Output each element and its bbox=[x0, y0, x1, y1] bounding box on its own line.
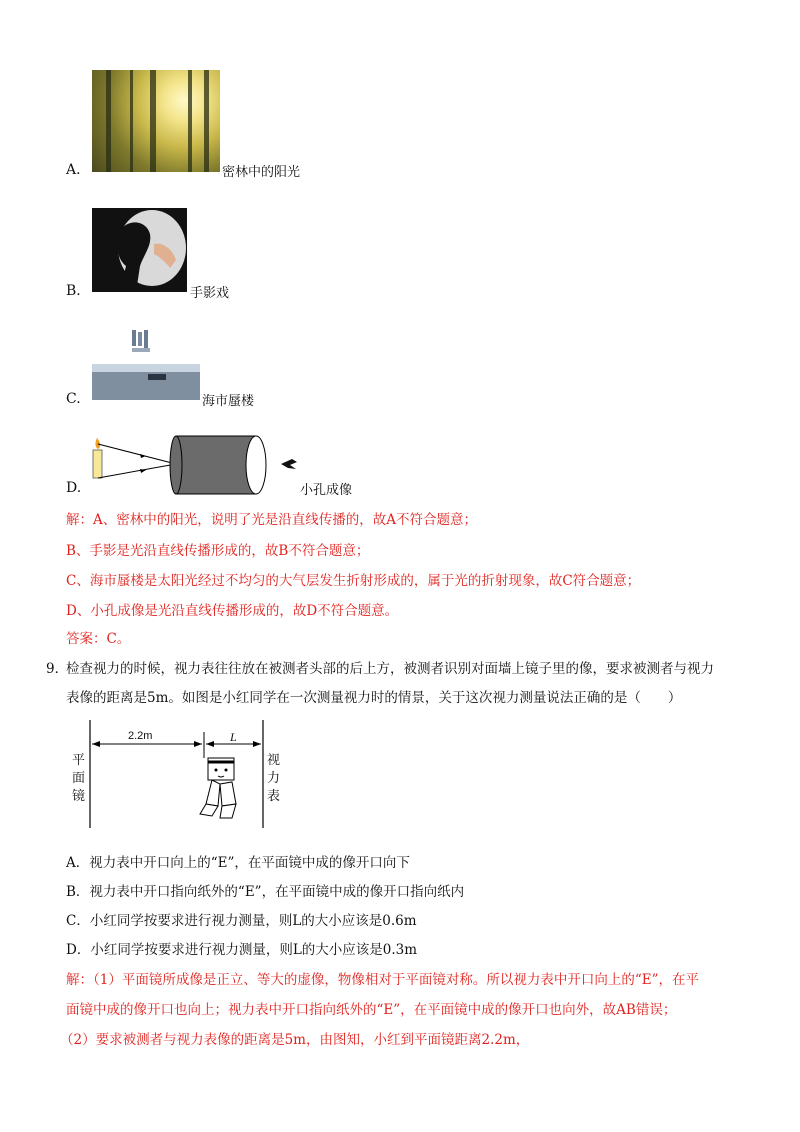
option-c-letter: C. bbox=[66, 391, 81, 407]
l-label: L bbox=[230, 730, 237, 744]
q9-option-d: D．小红同学按要求进行视力测量，则L的大小应该是0.3m bbox=[66, 942, 418, 958]
chart-label: 视 力 表 bbox=[267, 753, 281, 804]
solution-q8-line-4: D、小孔成像是光沿直线传播形成的，故D不符合题意。 bbox=[66, 603, 399, 619]
mirror-label: 平 面 镜 bbox=[72, 753, 86, 804]
eye-test-diagram bbox=[72, 718, 290, 830]
option-c-caption: 海市蜃楼 bbox=[202, 394, 255, 409]
forest-sunlight-image bbox=[92, 70, 220, 172]
q9-option-c: C．小红同学按要求进行视力测量，则L的大小应该是0.6m bbox=[66, 913, 417, 929]
option-a-caption: 密林中的阳光 bbox=[222, 165, 301, 180]
solution-q8-line-1: 解：A、密林中的阳光，说明了光是沿直线传播的，故A不符合题意； bbox=[66, 512, 477, 528]
solution-q9-line-3: （2）要求被测者与视力表像的距离是5m，由图知，小红到平面镜距离2.2m， bbox=[60, 1032, 530, 1048]
option-a-letter: A. bbox=[66, 162, 81, 178]
hand-shadow-image bbox=[92, 208, 187, 292]
solution-q9-line-2: 面镜中成的像开口也向上；视力表中开口指向纸外的“E”，在平面镜中成的像开口也向外，故AB错误； bbox=[66, 1002, 677, 1018]
option-d-caption: 小孔成像 bbox=[300, 483, 353, 498]
eye-icon bbox=[280, 456, 298, 475]
solution-q9-line-1: 解：（1）平面镜所成像是正立、等大的虚像，物像相对于平面镜对称。所以视力表中开口向上的“E”，在平 bbox=[66, 972, 699, 988]
solution-q8-answer: 答案：C。 bbox=[66, 631, 131, 647]
question-9-number: 9． bbox=[46, 661, 69, 677]
question-9-line-2: 表像的距离是5m。如图是小红同学在一次测量视力时的情景，关于这次视力测量说法正确的是（ ） bbox=[66, 690, 682, 706]
mirage-image bbox=[92, 330, 200, 400]
pinhole-camera-diagram bbox=[88, 432, 268, 498]
question-9-line-1: 检查视力的时候，视力表往往放在被测者头部的后上方，被测者识别对面墙上镜子里的像，要求被测者与视力 bbox=[66, 661, 714, 677]
q9-option-b: B．视力表中开口指向纸外的“E”，在平面镜中成的像开口指向纸内 bbox=[66, 884, 465, 900]
distance-label: 2.2m bbox=[128, 730, 153, 742]
option-b-caption: 手影戏 bbox=[190, 286, 230, 301]
option-d-letter: D. bbox=[66, 480, 82, 496]
q9-option-a: A．视力表中开口向上的“E”，在平面镜中成的像开口向下 bbox=[66, 855, 410, 871]
solution-q8-line-3: C、海市蜃楼是太阳光经过不均匀的大气层发生折射形成的，属于光的折射现象，故C符合题意； bbox=[66, 573, 641, 589]
option-b-letter: B. bbox=[66, 283, 81, 299]
solution-q8-line-2: B、手影是光沿直线传播形成的，故B不符合题意； bbox=[66, 543, 370, 559]
